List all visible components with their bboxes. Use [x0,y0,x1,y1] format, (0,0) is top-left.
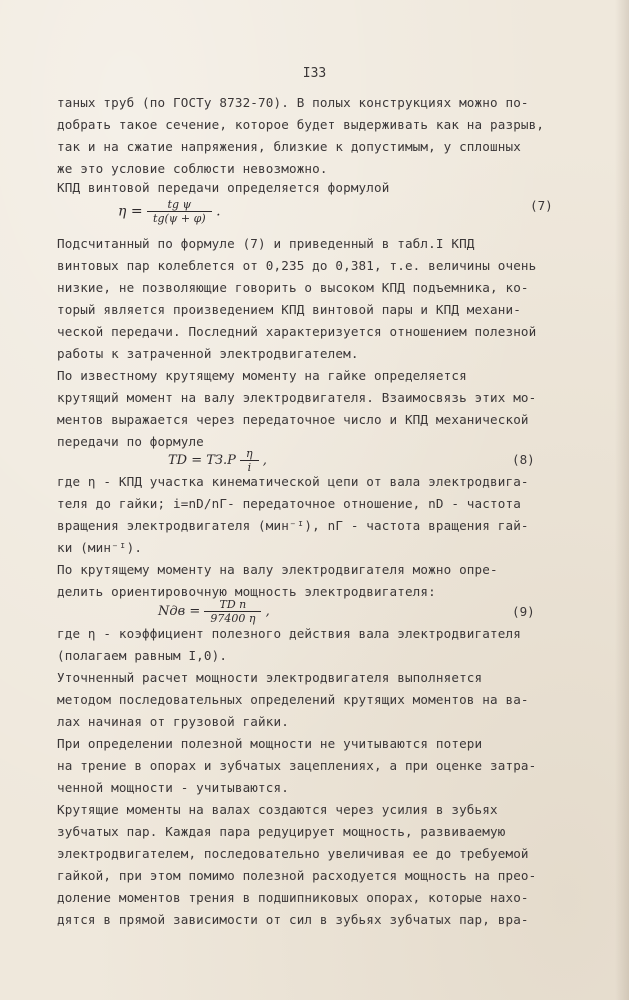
formula-8-denominator: i [247,461,252,474]
formula-9-numerator: TD n [204,598,261,612]
text-line: делить ориентировочную мощность электродвигателя: [57,584,436,599]
equation-number-7: (7) [530,198,553,213]
text-line: торый является произведением КПД винтовой пары и КПД механи- [57,302,521,317]
text-line: низкие, не позволяющие говорить о высоком КПД подъемника, ко- [57,280,529,295]
text-line: ченной мощности - учитываются. [57,780,289,795]
text-line: гайкой, при этом помимо полезной расходуется мощность на прео- [57,868,537,883]
formula-8-lhs: TD = TЗ.Р [168,453,236,468]
text-line: работы к затраченной электродвигателем. [57,346,359,361]
text-line: Подсчитанный по формуле (7) и приведенный в табл.I КПД [57,236,475,251]
text-line: ментов выражается через передаточное число и КПД механической [57,412,529,427]
text-line: ки (мин⁻ᴵ). [57,540,143,555]
text-line: зубчатых пар. Каждая пара редуцирует мощность, развиваемую [57,824,506,839]
text-line: методом последовательных определений крутящих моментов на ва- [57,692,529,707]
text-line: где η - коэффициент полезного действия вала электродвигателя [57,626,521,641]
text-line: крутящий момент на валу электродвигателя. Взаимосвязь этих мо- [57,390,537,405]
formula-7-tail: . [216,203,221,220]
formula-9-lhs: Nдв = [158,604,201,619]
text-line: винтовых пар колеблется от 0,235 до 0,381, т.е. величины очень [57,258,537,273]
text-line: По крутящему моменту на валу электродвигателя можно опре- [57,562,498,577]
formula-7-numerator: tg ψ [147,198,212,212]
text-line: где η - КПД участка кинематической цепи от вала электродвига- [57,474,529,489]
text-line: таных труб (по ГОСТу 8732-70). В полых конструкциях можно по- [57,95,529,110]
text-line: же это условие соблюсти невозможно. [57,161,328,176]
text-line: Уточненный расчет мощности электродвигателя выполняется [57,670,483,685]
text-line: электродвигателем, последовательно увеличивая ее до требуемой [57,846,529,861]
text-line: добрать такое сечение, которое будет выдерживать как на разрыв, [57,117,545,132]
formula-8-numerator: η [240,447,259,461]
formula-7-lhs: η = [118,203,143,220]
formula-9 [158,598,270,625]
formula-9-tail: , [265,604,270,619]
text-line: При определении полезной мощности не учитываются потери [57,736,483,751]
text-line: ческой передачи. Последний характеризуется отношением полезной [57,324,537,339]
formula-9-denominator: 97400 η [210,612,256,625]
text-line: Крутящие моменты на валах создаются через усилия в зубьях [57,802,498,817]
text-line: лах начиная от грузовой гайки. [57,714,289,729]
formula-8 [168,447,267,474]
text-line: на трение в опорах и зубчатых зацеплениях, а при оценке затра- [57,758,537,773]
formula-7-denominator: tg(ψ + φ) [153,212,206,225]
formula-9-fraction [204,598,261,625]
text-line: теля до гайки; i=nD/nГ- передаточное отношение, nD - частота [57,496,521,511]
text-line: дятся в прямой зависимости от сил в зубьях зубчатых пар, вра- [57,912,529,927]
formula-7 [118,198,221,225]
formula-7-fraction [147,198,212,225]
text-line: КПД винтовой передачи определяется формулой [57,180,390,195]
text-line: (полагаем равным I,0). [57,648,228,663]
text-line: По известному крутящему моменту на гайке определяется [57,368,467,383]
equation-number-8: (8) [512,452,535,467]
equation-number-9: (9) [512,604,535,619]
formula-8-tail: , [262,453,267,468]
text-line: доление моментов трения в подшипниковых опорах, которые нахо- [57,890,529,905]
page-number: I33 [302,66,327,81]
formula-8-fraction [240,447,259,474]
text-line: передачи по формуле [57,434,204,449]
text-line: так и на сжатие напряжения, близкие к допустимым, у сплошных [57,139,521,154]
page-edge-shadow [615,0,629,1000]
text-line: вращения электродвигателя (мин⁻ᴵ), nГ - частота вращения гай- [57,518,529,533]
